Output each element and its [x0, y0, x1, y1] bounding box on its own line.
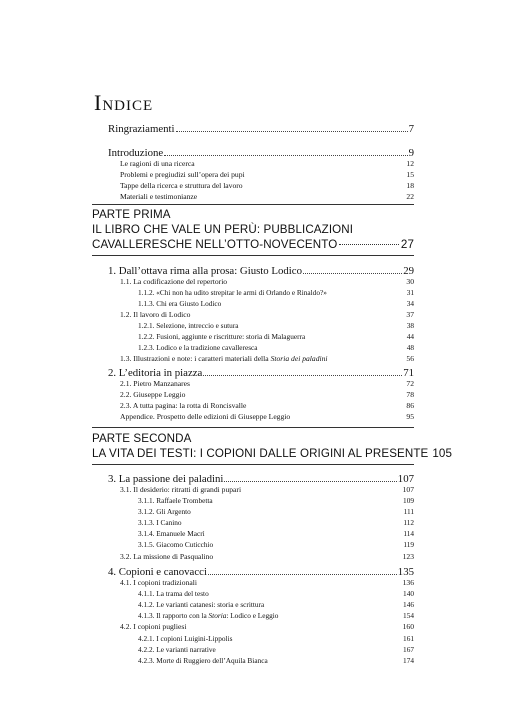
- entry-label: 1.2.3. Lodico e la tradizione cavalleresca: [138, 343, 258, 352]
- part-page-number: 27: [400, 238, 414, 251]
- toc-entry[interactable]: [120, 401, 414, 410]
- entry-page-number: 135: [397, 566, 414, 578]
- toc-entry[interactable]: [138, 589, 414, 598]
- entry-label: 1.1.2. «Chi non ha udito strepitar le armi di Orlando e Rinaldo?»: [138, 288, 327, 297]
- entry-label: 4.1.3. Il rapporto con la Storia: Lodico e Leggio: [138, 611, 279, 620]
- entry-page-number: 119: [403, 540, 414, 549]
- entry-label: Appendice. Prospetto delle edizioni di Giuseppe Leggio: [120, 412, 291, 421]
- part-label: PARTE SECONDA: [92, 432, 192, 445]
- entry-page-number: 154: [403, 611, 414, 620]
- entry-page-number: 44: [406, 332, 414, 341]
- entry-page-number: 161: [403, 634, 414, 643]
- entry-label: 4.1.1. La trama del testo: [138, 589, 209, 598]
- toc-entry[interactable]: [138, 529, 414, 538]
- toc-subentry[interactable]: [120, 170, 414, 179]
- entry-page-number: 15: [406, 170, 414, 179]
- entry-label: Tappe della ricerca e struttura del lavoro: [120, 181, 243, 190]
- entry-label: 2.2. Giuseppe Leggio: [120, 390, 186, 399]
- entry-label: Le ragioni di una ricerca: [120, 159, 195, 168]
- toc-entry[interactable]: [108, 265, 414, 277]
- entry-label: 4.2.2. Le varianti narrative: [138, 645, 216, 654]
- toc-entry[interactable]: [120, 277, 414, 286]
- entry-label: 1.2. Il lavoro di Lodico: [120, 310, 191, 319]
- entry-label: 3.1.1. Raffaele Trombetta: [138, 496, 213, 505]
- entry-label: 1. Dall’ottava rima alla prosa: Giusto Lodico: [108, 265, 302, 277]
- entry-label: 3. La passione dei paladini: [108, 473, 224, 485]
- entry-page-number: 9: [408, 147, 414, 159]
- entry-label: 2.1. Pietro Manzanares: [120, 379, 191, 388]
- entry-label: 3.1. Il desiderio: ritratti di grandi pupari: [120, 485, 242, 494]
- entry-page-number: 22: [406, 192, 414, 201]
- toc-entry[interactable]: [138, 656, 414, 665]
- entry-page-number: 18: [406, 181, 414, 190]
- toc-entry[interactable]: [138, 540, 414, 549]
- entry-label: 1.1.3. Chi era Giusto Lodico: [138, 299, 222, 308]
- entry-page-number: 136: [402, 578, 414, 587]
- entry-label: 1.2.1. Selezione, intreccio e sutura: [138, 321, 239, 330]
- leader-dots: [203, 375, 402, 376]
- section-divider: [92, 255, 414, 256]
- entry-page-number: 48: [406, 343, 414, 352]
- toc-entry[interactable]: [108, 473, 414, 485]
- toc-entry[interactable]: [138, 600, 414, 609]
- toc-entry[interactable]: [120, 310, 414, 319]
- leader-dots: [164, 155, 407, 156]
- entry-page-number: 160: [402, 622, 414, 631]
- entry-page-number: 38: [406, 321, 414, 330]
- part-title-text: CAVALLERESCHE NELL’OTTO-NOVECENTO: [92, 238, 338, 251]
- toc-entry-introduzione[interactable]: [108, 147, 414, 159]
- entry-label: 4.2.1. I copioni Luigini-Lippolis: [138, 634, 233, 643]
- entry-label: 2. L’editoria in piazza: [108, 367, 203, 379]
- toc-entry-ringraziamenti[interactable]: [108, 123, 414, 135]
- entry-label: 1.3. Illustrazioni e note: i caratteri materiali della Storia dei paladini: [120, 354, 328, 363]
- entry-label: 4.2. I copioni pugliesi: [120, 622, 187, 631]
- entry-page-number: 29: [403, 265, 414, 277]
- entry-label: 1.1. La codificazione del repertorio: [120, 277, 228, 286]
- entry-page-number: 123: [402, 552, 414, 561]
- toc-entry[interactable]: [108, 566, 414, 578]
- toc-subentry[interactable]: [120, 181, 414, 190]
- page-title: Indice: [94, 90, 154, 115]
- entry-page-number: 37: [406, 310, 414, 319]
- toc-entry[interactable]: [138, 645, 414, 654]
- toc-entry[interactable]: [120, 412, 414, 421]
- leader-dots: [208, 574, 397, 575]
- part-title-text: LA VITA DEI TESTI: I COPIONI DALLE ORIGINI AL PRESENTE: [92, 447, 429, 460]
- entry-page-number: 86: [406, 401, 414, 410]
- leader-dots: [224, 481, 396, 482]
- entry-page-number: 107: [397, 473, 414, 485]
- toc-entry[interactable]: [138, 634, 414, 643]
- entry-label: 4.1. I copioni tradizionali: [120, 578, 197, 587]
- toc-entry[interactable]: [138, 288, 414, 297]
- entry-page-number: 12: [406, 159, 414, 168]
- entry-page-number: 30: [406, 277, 414, 286]
- entry-page-number: 71: [403, 367, 414, 379]
- entry-label: 4. Copioni e canovacci: [108, 566, 207, 578]
- entry-page-number: 7: [408, 123, 414, 135]
- toc-entry[interactable]: [138, 299, 414, 308]
- entry-page-number: 31: [406, 288, 414, 297]
- entry-page-number: 167: [403, 645, 414, 654]
- entry-page-number: 174: [403, 656, 414, 665]
- toc-subentry[interactable]: [120, 192, 414, 201]
- entry-page-number: 72: [406, 379, 414, 388]
- toc-entry[interactable]: [138, 332, 414, 341]
- entry-label: 3.1.5. Giacomo Cuticchio: [138, 540, 214, 549]
- toc-entry[interactable]: [120, 485, 414, 494]
- toc-entry[interactable]: [120, 622, 414, 631]
- toc-entry[interactable]: [138, 343, 414, 352]
- entry-label: 3.1.3. I Canino: [138, 518, 182, 527]
- entry-page-number: 112: [403, 518, 414, 527]
- part-title-line-with-page[interactable]: [92, 447, 453, 461]
- entry-label: 4.1.2. Le varianti catanesi: storia e scrittura: [138, 600, 265, 609]
- entry-label: Introduzione: [108, 147, 164, 159]
- entry-page-number: 111: [403, 507, 414, 516]
- entry-label: Materiali e testimonianze: [120, 192, 198, 201]
- entry-page-number: 34: [406, 299, 414, 308]
- entry-label: 3.2. La missione di Pasqualino: [120, 552, 214, 561]
- leader-dots: [176, 131, 408, 132]
- toc-entry[interactable]: [138, 507, 414, 516]
- entry-page-number: 146: [403, 600, 414, 609]
- toc-entry[interactable]: [120, 354, 414, 363]
- part-title-line-with-page[interactable]: [92, 238, 414, 252]
- entry-page-number: 109: [403, 496, 414, 505]
- part-page-number: 105: [432, 447, 453, 460]
- toc-entry[interactable]: [120, 578, 414, 587]
- entry-label: 3.1.4. Emanuele Macrì: [138, 529, 205, 538]
- entry-label: 2.3. A tutta pagina: la rotta di Roncisvalle: [120, 401, 247, 410]
- leader-dots: [339, 244, 399, 245]
- entry-page-number: 140: [403, 589, 414, 598]
- toc-entry[interactable]: [138, 496, 414, 505]
- entry-label: 1.2.2. Fusioni, aggiunte e riscritture: storia di Malaguerra: [138, 332, 306, 341]
- toc-subentry[interactable]: [120, 159, 414, 168]
- section-divider: [92, 464, 414, 465]
- entry-page-number: 114: [403, 529, 414, 538]
- entry-page-number: 78: [406, 390, 414, 399]
- entry-label: Problemi e pregiudizi sull’opera dei pupi: [120, 170, 245, 179]
- toc-entry[interactable]: [138, 518, 414, 527]
- part-title-line: IL LIBRO CHE VALE UN PERÙ: PUBBLICAZIONI: [92, 223, 354, 236]
- toc-entry[interactable]: [138, 611, 414, 620]
- toc-entry[interactable]: [120, 379, 414, 388]
- entry-label: 4.2.3. Morte di Ruggiero dell’Aquila Bianca: [138, 656, 268, 665]
- entry-label: 3.1.2. Gli Argento: [138, 507, 191, 516]
- entry-page-number: 107: [402, 485, 414, 494]
- toc-entry[interactable]: [138, 321, 414, 330]
- entry-label: Ringraziamenti: [108, 123, 175, 135]
- entry-page-number: 56: [406, 354, 414, 363]
- leader-dots: [303, 273, 402, 274]
- toc-entry[interactable]: [120, 390, 414, 399]
- section-divider: [92, 427, 414, 428]
- section-divider: [92, 204, 414, 205]
- toc-entry[interactable]: [120, 552, 414, 561]
- entry-page-number: 95: [406, 412, 414, 421]
- toc-entry[interactable]: [108, 367, 414, 379]
- part-label: PARTE PRIMA: [92, 208, 171, 221]
